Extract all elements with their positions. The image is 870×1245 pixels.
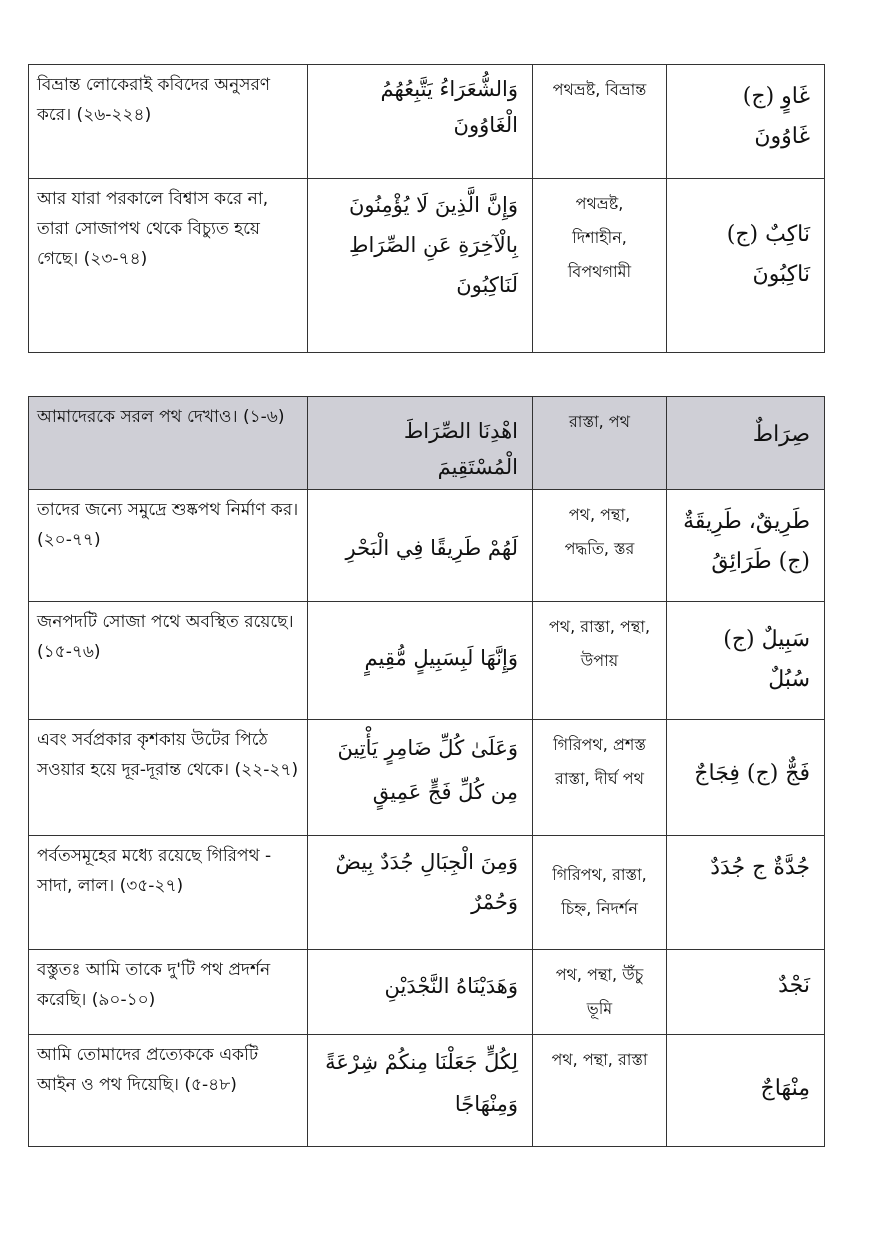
bengali-translation: তাদের জন্যে সমুদ্রে শুষ্কপথ নির্মাণ কর। (২০-৭৭): [29, 490, 308, 602]
arabic-word: صِرَاطٌ: [667, 397, 825, 490]
word-meaning: পথ, পন্থা, পদ্ধতি, স্তর: [533, 490, 667, 602]
table-row: [29, 490, 825, 602]
arabic-word: مِنْهَاجٌ: [667, 1035, 825, 1147]
arabic-word: فَجٌّ (ج) فِجَاجٌ: [667, 720, 825, 836]
word-meaning: পথ, পন্থা, উঁচু ভূমি: [533, 950, 667, 1035]
word-meaning: পথভ্রষ্ট, বিভ্রান্ত: [533, 65, 667, 179]
word-meaning: পথ, পন্থা, রাস্তা: [533, 1035, 667, 1147]
word-meaning: পথভ্রষ্ট, দিশাহীন, বিপথগামী: [533, 179, 667, 353]
word-meaning: পথ, রাস্তা, পন্থা, উপায়: [533, 602, 667, 720]
vocabulary-table-2: [28, 396, 825, 1147]
bengali-translation: এবং সর্বপ্রকার কৃশকায় উটের পিঠে সওয়ার হয়ে দূর-দূরান্ত থেকে। (২২-২৭): [29, 720, 308, 836]
arabic-word: سَبِيلٌ (ج) سُبُلٌ: [667, 602, 825, 720]
table-row: [29, 179, 825, 353]
arabic-verse: وَإِنَّهَا لَبِسَبِيلٍ مُّقِيمٍ: [308, 602, 533, 720]
word-meaning: গিরিপথ, রাস্তা, চিহ্ন, নিদর্শন: [533, 836, 667, 950]
arabic-word: جُدَّةٌ ج جُدَدٌ: [667, 836, 825, 950]
table-row: [29, 65, 825, 179]
word-meaning: গিরিপথ, প্রশস্ত রাস্তা, দীর্ঘ পথ: [533, 720, 667, 836]
arabic-verse: وَإِنَّ الَّذِينَ لَا يُؤْمِنُونَ بِالْآخِرَةِ عَنِ الصِّرَاطِ لَنَاكِبُونَ: [308, 179, 533, 353]
bengali-translation: আর যারা পরকালে বিশ্বাস করে না, তারা সোজাপথ থেকে বিচ্যুত হয়ে গেছে। (২৩-৭৪): [29, 179, 308, 353]
arabic-word: نَجْدٌ: [667, 950, 825, 1035]
table-row: [29, 720, 825, 836]
table-header-row: [29, 397, 825, 490]
arabic-verse: وَهَدَيْنَاهُ النَّجْدَيْنِ: [308, 950, 533, 1035]
arabic-verse: وَالشُّعَرَاءُ يَتَّبِعُهُمُ الْغَاوُونَ: [308, 65, 533, 179]
bengali-translation: আমাদেরকে সরল পথ দেখাও। (১-৬): [29, 397, 308, 490]
arabic-word: نَاكِبٌ (ج) نَاكِبُونَ: [667, 179, 825, 353]
word-meaning: রাস্তা, পথ: [533, 397, 667, 490]
arabic-verse: لِكُلٍّ جَعَلْنَا مِنكُمْ شِرْعَةً وَمِنْهَاجًا: [308, 1035, 533, 1147]
arabic-verse: اهْدِنَا الصِّرَاطَ الْمُسْتَقِيمَ: [308, 397, 533, 490]
arabic-word: غَاوٍ (ج) غَاوُونَ: [667, 65, 825, 179]
bengali-translation: বিভ্রান্ত লোকেরাই কবিদের অনুসরণ করে। (২৬-২২৪): [29, 65, 308, 179]
vocabulary-table-1: [28, 64, 825, 353]
arabic-verse: وَمِنَ الْجِبَالِ جُدَدٌ بِيضٌ وَحُمْرٌ: [308, 836, 533, 950]
table-row: [29, 602, 825, 720]
table-row: [29, 836, 825, 950]
table-row: [29, 950, 825, 1035]
bengali-translation: বস্তুতঃ আমি তাকে দু'টি পথ প্রদর্শন করেছি। (৯০-১০): [29, 950, 308, 1035]
arabic-verse: لَهُمْ طَرِيقًا فِي الْبَحْرِ: [308, 490, 533, 602]
bengali-translation: আমি তোমাদের প্রত্যেককে একটি আইন ও পথ দিয়েছি। (৫-৪৮): [29, 1035, 308, 1147]
table-row: [29, 1035, 825, 1147]
bengali-translation: পর্বতসমূহের মধ্যে রয়েছে গিরিপথ - সাদা, লাল। (৩৫-২৭): [29, 836, 308, 950]
arabic-word: طَرِيقٌ، طَرِيقَةٌ (ج) طَرَائِقُ: [667, 490, 825, 602]
bengali-translation: জনপদটি সোজা পথে অবস্থিত রয়েছে। (১৫-৭৬): [29, 602, 308, 720]
arabic-verse: وَعَلَىٰ كُلِّ ضَامِرٍ يَأْتِينَ مِن كُلِّ فَجٍّ عَمِيقٍ: [308, 720, 533, 836]
